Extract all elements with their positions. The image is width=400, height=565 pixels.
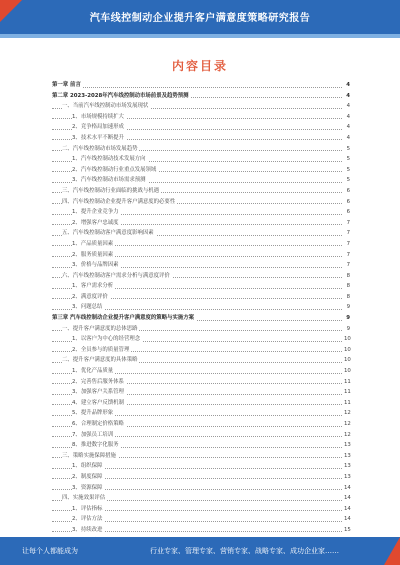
- report-title: 汽车线控制动企业提升客户满意度策略研究报告: [89, 13, 311, 24]
- toc-entry-text: 4、建立客户反馈机制: [72, 398, 126, 409]
- toc-entry[interactable]: [52, 493, 350, 504]
- toc-entry[interactable]: [52, 366, 350, 377]
- toc-entry[interactable]: [52, 271, 350, 282]
- toc-entry[interactable]: [52, 165, 350, 176]
- toc-entry-page: 15: [342, 525, 350, 536]
- toc-entry[interactable]: [52, 292, 350, 303]
- toc-entry-text: 3、汽车线控制动市场需求预测: [72, 175, 148, 186]
- toc-entry-page: 14: [342, 493, 350, 504]
- toc-entry-text: 2、竞争格局加速形成: [72, 122, 126, 133]
- toc-entry-page: 5: [342, 165, 350, 176]
- toc-entry-text: 3、资源保障: [72, 483, 104, 494]
- toc-entry-text: 第二章 2023-2028年汽车线控制动市场前景及趋势预测: [52, 91, 191, 102]
- toc-entry-text: 3、技术水平不断提升: [72, 133, 126, 144]
- toc-entry-page: 4: [342, 101, 350, 112]
- toc-entry-text: 六、汽车线控制动客户需求分析与满意度评价: [62, 271, 172, 282]
- toc-entry[interactable]: [52, 186, 350, 197]
- toc-entry-page: 11: [342, 387, 350, 398]
- toc-entry-page: 7: [342, 218, 350, 229]
- toc-entry[interactable]: [52, 101, 350, 112]
- toc-entry-page: 7: [342, 239, 350, 250]
- toc-title: 内容目录: [171, 59, 228, 73]
- toc-entry[interactable]: [52, 250, 350, 261]
- toc-entry[interactable]: [52, 154, 350, 165]
- toc-entry-text: 1、评估指标: [72, 504, 104, 515]
- toc-entry-text: 3、问题总结: [72, 302, 104, 313]
- toc-entry-text: 3、加强客户关系管理: [72, 387, 126, 398]
- toc-entry-page: 11: [342, 398, 350, 409]
- toc-entry[interactable]: [52, 525, 350, 536]
- toc-entry[interactable]: [52, 514, 350, 525]
- toc-entry-text: 3、持续改进: [72, 525, 104, 536]
- toc-entry[interactable]: [52, 133, 350, 144]
- toc-entry[interactable]: [52, 239, 350, 250]
- toc-entry-page: 14: [342, 514, 350, 525]
- toc-entry[interactable]: [52, 334, 350, 345]
- toc-entry-page: 11: [342, 377, 350, 388]
- toc-entry[interactable]: [52, 281, 350, 292]
- toc-entry-page: 7: [342, 250, 350, 261]
- toc-leader-dots: [52, 87, 342, 88]
- footer-bar: [0, 537, 400, 565]
- toc-entry-text: 1、汽车线控制动技术发展方向: [72, 154, 148, 165]
- toc-entry[interactable]: [52, 80, 350, 91]
- toc-entry[interactable]: [52, 408, 350, 419]
- toc-entry-text: 2、汽车线控制动行业重点发展领域: [72, 165, 158, 176]
- toc-entry-text: 2、服务质量因素: [72, 250, 115, 261]
- toc-entry[interactable]: [52, 419, 350, 430]
- toc-entry[interactable]: [52, 313, 350, 324]
- toc-entry-text: 5、提升品牌形象: [72, 408, 115, 419]
- toc-entry-text: 1、以客户为中心的经营理念: [72, 334, 142, 345]
- toc-entry-page: 4: [342, 112, 350, 123]
- toc-entry-text: 2、评估方法: [72, 514, 104, 525]
- toc-entry-text: 五、汽车线控制动客户满意度影响因素: [62, 228, 156, 239]
- toc-entry-page: 12: [342, 430, 350, 441]
- toc-entry-page: 8: [342, 271, 350, 282]
- toc-entry-text: 1、客户需求分析: [72, 281, 115, 292]
- toc-entry-text: 一、当前汽车线控制动市场发展现状: [62, 101, 150, 112]
- toc-entry-page: 7: [342, 228, 350, 239]
- toc-entry-page: 10: [342, 334, 350, 345]
- toc-entry[interactable]: [52, 197, 350, 208]
- toc-entry-text: 7、加强员工培训: [72, 430, 115, 441]
- toc-entry-page: 6: [342, 186, 350, 197]
- toc-entry-page: 4: [342, 80, 350, 91]
- toc-entry-text: 1、提升企业竞争力: [72, 207, 121, 218]
- toc-entry-text: 2、全员参与的质量管理: [72, 345, 131, 356]
- footer-corner-decoration: [384, 537, 400, 565]
- toc-entry-text: 2、满意度评价: [72, 292, 110, 303]
- toc-entry[interactable]: [52, 387, 350, 398]
- toc-entry-text: 四、实施效果评估: [62, 493, 107, 504]
- toc-entry-page: 5: [342, 144, 350, 155]
- toc-entry-text: 四、汽车线控制动企业提升客户满意度的必要性: [62, 197, 177, 208]
- toc-entry-page: 5: [342, 175, 350, 186]
- toc-entry-page: 10: [342, 345, 350, 356]
- toc-entry[interactable]: [52, 175, 350, 186]
- toc-entry[interactable]: [52, 355, 350, 366]
- toc-entry[interactable]: [52, 91, 350, 102]
- toc-entry-page: 4: [342, 91, 350, 102]
- toc-entry-page: 5: [342, 154, 350, 165]
- toc-entry[interactable]: [52, 324, 350, 335]
- toc-entry-text: 1、组织保障: [72, 461, 104, 472]
- toc-entry-text: 6、合理制定价格策略: [72, 419, 126, 430]
- toc-entry-page: 14: [342, 504, 350, 515]
- toc-entry-page: 4: [342, 133, 350, 144]
- toc-entry[interactable]: [52, 302, 350, 313]
- toc-entry-page: 13: [342, 472, 350, 483]
- toc-entry-page: 12: [342, 408, 350, 419]
- toc-entry-page: 9: [342, 324, 350, 335]
- toc-entry-text: 三、汽车线控制动行业面临的挑战与机遇: [62, 186, 161, 197]
- toc-entry-page: 9: [342, 302, 350, 313]
- toc-entry-text: 2、增强客户忠诚度: [72, 218, 121, 229]
- toc-entry-page: 13: [342, 440, 350, 451]
- toc-entry-text: 一、提升客户满意度的总体思路: [62, 324, 139, 335]
- toc-entry-page: 10: [342, 366, 350, 377]
- toc-entry-text: 1、产品质量因素: [72, 239, 115, 250]
- toc-entry-page: 8: [342, 292, 350, 303]
- toc-entry-page: 7: [342, 260, 350, 271]
- toc-entry-text: 二、提升客户满意度的具体策略: [62, 355, 139, 366]
- toc-entry[interactable]: [52, 483, 350, 494]
- toc-entry[interactable]: [52, 207, 350, 218]
- toc-entry-page: 10: [342, 355, 350, 366]
- toc-entry[interactable]: [52, 218, 350, 229]
- toc-entry-text: 2、完善售后服务体系: [72, 377, 126, 388]
- toc-entry-text: 三、策略实施保障措施: [62, 451, 118, 462]
- toc-entry[interactable]: [52, 451, 350, 462]
- toc-entry-page: 13: [342, 461, 350, 472]
- toc-entry[interactable]: [52, 472, 350, 483]
- toc-entry[interactable]: [52, 260, 350, 271]
- toc-entry-text: 3、价格与品牌因素: [72, 260, 121, 271]
- toc-entry[interactable]: [52, 398, 350, 409]
- toc-entry[interactable]: [52, 461, 350, 472]
- toc-entry[interactable]: [52, 377, 350, 388]
- toc-entry-page: 6: [342, 207, 350, 218]
- header-stripe: [0, 34, 400, 38]
- toc-entry[interactable]: [52, 440, 350, 451]
- toc-entry[interactable]: [52, 345, 350, 356]
- toc-entry-page: 4: [342, 122, 350, 133]
- toc-entry[interactable]: [52, 504, 350, 515]
- toc-entry-text: 1、优化产品质量: [72, 366, 115, 377]
- footer-slogan-left: 让每个人都能成为: [22, 547, 78, 555]
- table-of-contents: [52, 80, 350, 546]
- toc-entry-text: 第一章 前言: [52, 80, 83, 91]
- toc-entry[interactable]: [52, 228, 350, 239]
- toc-entry-text: 第三章 汽车线控制动企业提升客户满意度的策略与实施方案: [52, 313, 196, 324]
- toc-entry[interactable]: [52, 122, 350, 133]
- toc-entry-page: 8: [342, 281, 350, 292]
- toc-entry-text: 8、推进数字化服务: [72, 440, 121, 451]
- toc-entry[interactable]: [52, 112, 350, 123]
- toc-entry[interactable]: [52, 144, 350, 155]
- toc-entry-page: 14: [342, 483, 350, 494]
- toc-entry-page: 9: [342, 313, 350, 324]
- toc-entry[interactable]: [52, 430, 350, 441]
- toc-entry-text: 1、市场规模持续扩大: [72, 112, 126, 123]
- toc-entry-page: 6: [342, 197, 350, 208]
- footer-slogan-right: 行业专家、管理专家、营销专家、战略专家、成功企业家……: [150, 547, 339, 555]
- toc-entry-text: 2、制度保障: [72, 472, 104, 483]
- toc-entry-page: 13: [342, 451, 350, 462]
- toc-entry-text: 二、汽车线控制动市场发展趋势: [62, 144, 139, 155]
- toc-entry-page: 12: [342, 419, 350, 430]
